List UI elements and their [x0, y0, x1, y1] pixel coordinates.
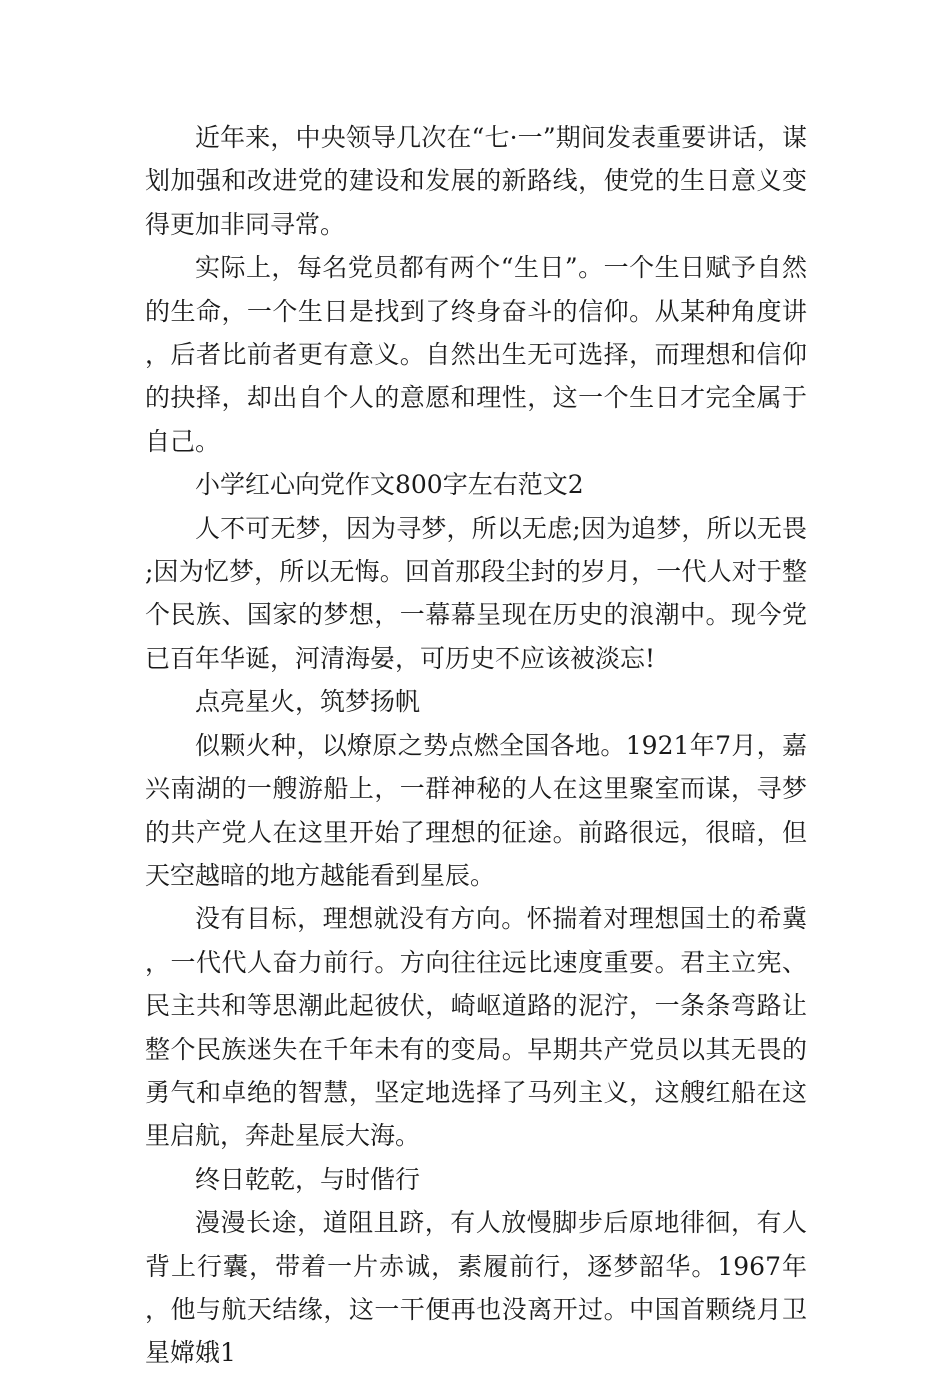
section-heading: 小学红心向党作文800字左右范文2 [195, 470, 584, 500]
section-subheading: 终日乾乾，与时偕行 [195, 1164, 421, 1194]
paragraph: 近年来，中央领导几次在“七·一”期间发表重要讲话，谋划加强和改进党的建设和发展的新路线，使党的生日意义变得更加非同寻常。 [145, 123, 807, 239]
document-body [145, 116, 807, 1375]
paragraph: 实际上，每名党员都有两个“生日”。一个生日赋予自然的生命，一个生日是找到了终身奋斗的信仰。从某种角度讲，后者比前者更有意义。自然出生无可选择，而理想和信仰的抉择，却出自个人的意愿和理性，这一个生日才完全属于自己。 [145, 253, 807, 456]
paragraph: 没有目标，理想就没有方向。怀揣着对理想国土的希冀，一代代人奋力前行。方向往往远比速度重要。君主立宪、民主共和等思潮此起彼伏，崎岖道路的泥泞，一条条弯路让整个民族迷失在千年未有的变局。早期共产党员以其无畏的勇气和卓绝的智慧，坚定地选择了马列主义，这艘红船在这里启航，奔赴星辰大海。 [145, 904, 807, 1151]
paragraph: 似颗火种，以燎原之势点燃全国各地。1921年7月，嘉兴南湖的一艘游船上，一群神秘的人在这里聚室而谋，寻梦的共产党人在这里开始了理想的征途。前路很远，很暗，但天空越暗的地方越能看到星辰。 [145, 730, 807, 890]
section-subheading: 点亮星火，筑梦扬帆 [195, 687, 421, 717]
paragraph: 漫漫长途，道阻且跻，有人放慢脚步后原地徘徊，有人背上行囊，带着一片赤诚，素履前行，逐梦韶华。1967年，他与航天结缘，这一干便再也没离开过。中国首颗绕月卫星嫦娥1 [145, 1208, 807, 1368]
paragraph: 人不可无梦，因为寻梦，所以无虑;因为追梦，所以无畏;因为忆梦，所以无悔。回首那段尘封的岁月，一代人对于整个民族、国家的梦想，一幕幕呈现在历史的浪潮中。现今党已百年华诞，河清海晏，可历史不应该被淡忘! [145, 513, 807, 673]
